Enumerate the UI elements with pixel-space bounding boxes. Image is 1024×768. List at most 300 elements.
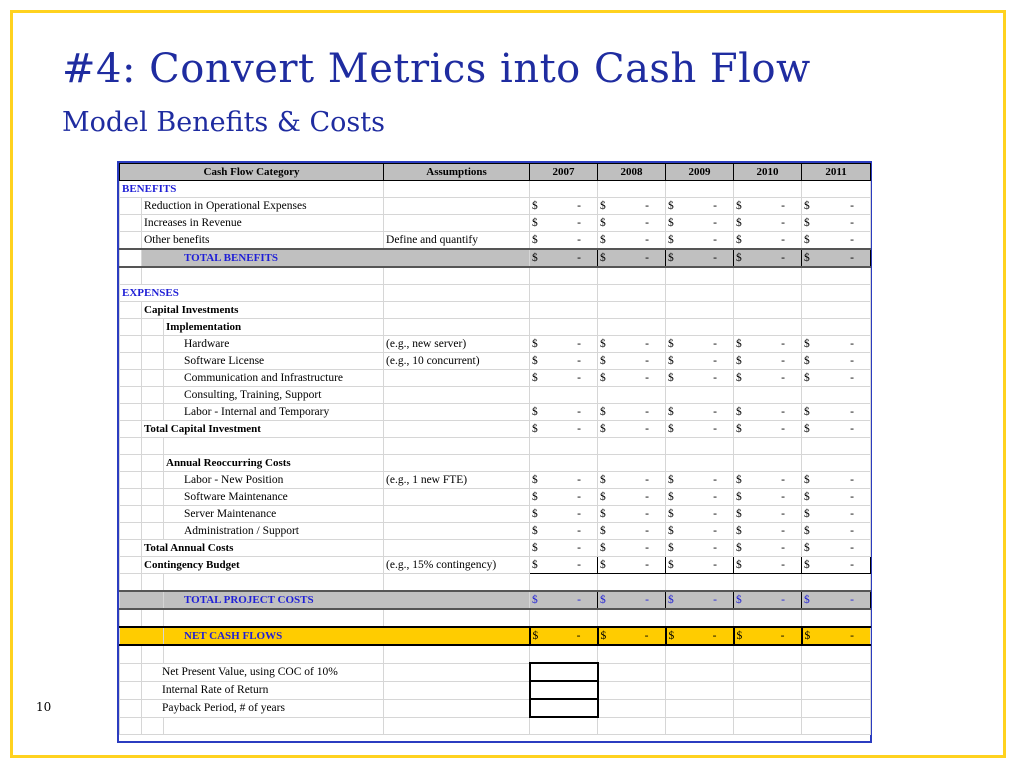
dollar-sign: $ xyxy=(668,355,674,367)
empty-cell xyxy=(734,681,802,699)
empty-cell xyxy=(120,198,142,215)
amount-value: - xyxy=(645,491,650,503)
amount-value: - xyxy=(850,217,855,229)
implementation-label: Software License xyxy=(164,353,384,370)
empty-cell xyxy=(120,404,142,421)
metric-result-box xyxy=(530,681,598,699)
amount-cell xyxy=(734,523,802,540)
dollar-sign: $ xyxy=(736,474,742,486)
dollar-sign: $ xyxy=(600,525,606,537)
dollar-sign: $ xyxy=(804,406,810,418)
amount-cell xyxy=(530,489,598,506)
dollar-sign: $ xyxy=(804,372,810,384)
empty-cell xyxy=(666,319,734,336)
dollar-sign: $ xyxy=(668,525,674,537)
amount-cell xyxy=(598,591,666,609)
empty-cell xyxy=(142,472,164,489)
assumption-cell xyxy=(384,506,530,523)
amount-cell xyxy=(734,627,802,645)
dollar-sign: $ xyxy=(668,542,674,554)
dollar-sign: $ xyxy=(532,594,538,606)
dollar-sign: $ xyxy=(804,491,810,503)
empty-cell xyxy=(666,663,734,681)
amount-value: - xyxy=(781,491,786,503)
empty-cell xyxy=(734,699,802,717)
amount-cell xyxy=(666,591,734,609)
amount-cell xyxy=(666,198,734,215)
annual-costs-heading: Annual Reoccurring Costs xyxy=(164,455,384,472)
empty-cell xyxy=(666,609,734,627)
dollar-sign: $ xyxy=(736,355,742,367)
dollar-sign: $ xyxy=(736,525,742,537)
empty-cell xyxy=(666,717,734,735)
dollar-sign: $ xyxy=(600,406,606,418)
dollar-sign: $ xyxy=(532,491,538,503)
empty-cell xyxy=(384,681,530,699)
amount-value: - xyxy=(577,508,582,520)
amount-cell xyxy=(734,198,802,215)
benefit-row xyxy=(120,198,871,215)
net-cash-flows-row xyxy=(120,627,871,645)
amount-cell xyxy=(530,506,598,523)
amount-cell xyxy=(530,232,598,250)
empty-cell xyxy=(120,249,142,267)
empty-cell xyxy=(530,717,598,735)
empty-cell xyxy=(120,645,142,663)
amount-cell xyxy=(666,472,734,489)
annual-cost-label: Administration / Support xyxy=(164,523,384,540)
blank-row xyxy=(120,645,871,663)
dollar-sign: $ xyxy=(668,474,674,486)
empty-cell xyxy=(666,574,734,592)
empty-cell xyxy=(142,438,164,455)
total-annual-row xyxy=(120,540,871,557)
amount-value: - xyxy=(781,355,786,367)
dollar-sign: $ xyxy=(532,355,538,367)
empty-cell xyxy=(384,267,530,285)
header-year: 2007 xyxy=(530,164,598,181)
amount-cell xyxy=(802,540,871,557)
amount-value: - xyxy=(645,508,650,520)
empty-cell xyxy=(120,215,142,232)
dollar-sign: $ xyxy=(600,200,606,212)
amount-value: - xyxy=(781,525,786,537)
dollar-sign: $ xyxy=(532,217,538,229)
empty-cell xyxy=(142,455,164,472)
amount-cell xyxy=(666,523,734,540)
capital-investments-heading: Capital Investments xyxy=(142,302,384,319)
dollar-sign: $ xyxy=(532,234,538,246)
empty-cell xyxy=(120,557,142,574)
amount-value: - xyxy=(781,252,786,264)
amount-cell xyxy=(734,404,802,421)
empty-cell xyxy=(666,181,734,198)
amount-value: - xyxy=(645,525,650,537)
amount-value: - xyxy=(850,508,855,520)
empty-cell xyxy=(734,574,802,592)
amount-value: - xyxy=(645,406,650,418)
amount-value: - xyxy=(577,338,582,350)
assumption-cell xyxy=(384,489,530,506)
dollar-sign: $ xyxy=(736,423,742,435)
amount-value: - xyxy=(850,355,855,367)
assumption-cell: (e.g., 15% contingency) xyxy=(384,557,530,574)
amount-cell xyxy=(666,353,734,370)
amount-cell xyxy=(802,215,871,232)
implementation-label: Consulting, Training, Support xyxy=(164,387,384,404)
implementation-row xyxy=(120,336,871,353)
amount-cell xyxy=(666,421,734,438)
assumption-cell xyxy=(384,404,530,421)
dollar-sign: $ xyxy=(600,234,606,246)
empty-cell xyxy=(530,319,598,336)
amount-cell xyxy=(530,404,598,421)
empty-cell xyxy=(384,302,530,319)
amount-value: - xyxy=(850,525,855,537)
empty-cell xyxy=(384,663,530,681)
empty-cell xyxy=(384,574,530,592)
amount-value: - xyxy=(713,594,718,606)
dollar-sign: $ xyxy=(532,525,538,537)
dollar-sign: $ xyxy=(804,338,810,350)
empty-cell xyxy=(802,319,871,336)
annual-cost-label: Software Maintenance xyxy=(164,489,384,506)
empty-cell xyxy=(142,506,164,523)
amount-cell xyxy=(530,421,598,438)
amount-cell xyxy=(802,232,871,250)
amount-cell xyxy=(734,336,802,353)
total-capital-label: Total Capital Investment xyxy=(142,421,384,438)
amount-cell xyxy=(598,489,666,506)
header-year: 2010 xyxy=(734,164,802,181)
assumption-cell xyxy=(384,215,530,232)
metric-row xyxy=(120,663,871,681)
amount-value: - xyxy=(645,234,650,246)
amount-value: - xyxy=(577,559,582,571)
empty-cell xyxy=(120,591,164,609)
amount-cell xyxy=(802,523,871,540)
implementation-heading: Implementation xyxy=(164,319,384,336)
slide-number: 10 xyxy=(36,700,52,714)
amount-cell xyxy=(734,472,802,489)
dollar-sign: $ xyxy=(600,559,606,571)
amount-value: - xyxy=(713,355,718,367)
empty-cell xyxy=(142,609,164,627)
annual-row xyxy=(120,523,871,540)
amount-value: - xyxy=(850,234,855,246)
dollar-sign: $ xyxy=(804,474,810,486)
assumption-cell xyxy=(384,198,530,215)
empty-cell xyxy=(120,574,142,592)
metric-row xyxy=(120,699,871,717)
amount-cell xyxy=(598,353,666,370)
empty-cell xyxy=(120,267,142,285)
contingency-label: Contingency Budget xyxy=(142,557,384,574)
empty-cell xyxy=(120,717,142,735)
empty-cell xyxy=(120,421,142,438)
empty-cell xyxy=(802,285,871,302)
empty-cell xyxy=(666,699,734,717)
amount-value: - xyxy=(850,252,855,264)
metric-label: Internal Rate of Return xyxy=(142,681,384,699)
metric-label: Net Present Value, using COC of 10% xyxy=(142,663,384,681)
dollar-sign: $ xyxy=(600,594,606,606)
dollar-sign: $ xyxy=(736,542,742,554)
amount-cell xyxy=(734,215,802,232)
dollar-sign: $ xyxy=(600,474,606,486)
dollar-sign: $ xyxy=(736,491,742,503)
empty-cell xyxy=(802,717,871,735)
empty-cell xyxy=(142,404,164,421)
amount-value: - xyxy=(713,406,718,418)
empty-cell xyxy=(802,302,871,319)
empty-cell xyxy=(164,645,384,663)
dollar-sign: $ xyxy=(532,372,538,384)
amount-value: - xyxy=(713,217,718,229)
amount-cell xyxy=(530,472,598,489)
amount-value: - xyxy=(713,200,718,212)
empty-cell xyxy=(164,717,384,735)
empty-cell xyxy=(384,285,530,302)
empty-cell xyxy=(598,455,666,472)
empty-cell xyxy=(734,717,802,735)
empty-cell xyxy=(734,645,802,663)
dollar-sign: $ xyxy=(668,217,674,229)
amount-value: - xyxy=(850,594,855,606)
amount-value: - xyxy=(850,406,855,418)
amount-cell xyxy=(666,336,734,353)
amount-cell xyxy=(530,591,598,609)
amount-cell xyxy=(802,421,871,438)
empty-cell xyxy=(120,523,142,540)
dollar-sign: $ xyxy=(532,542,538,554)
amount-cell xyxy=(802,557,871,574)
dollar-sign: $ xyxy=(600,338,606,350)
amount-cell xyxy=(734,232,802,250)
amount-value: - xyxy=(781,372,786,384)
amount-cell xyxy=(802,370,871,387)
empty-cell xyxy=(802,574,871,592)
dollar-sign: $ xyxy=(668,559,674,571)
assumption-cell: (e.g., new server) xyxy=(384,336,530,353)
amount-cell xyxy=(530,370,598,387)
amount-cell xyxy=(598,421,666,438)
amount-value: - xyxy=(645,594,650,606)
dollar-sign: $ xyxy=(668,508,674,520)
amount-value: - xyxy=(713,423,718,435)
amount-cell xyxy=(530,198,598,215)
amount-cell xyxy=(666,249,734,267)
amount-value: - xyxy=(781,234,786,246)
amount-cell xyxy=(598,472,666,489)
amount-value: - xyxy=(712,630,717,642)
empty-cell xyxy=(734,319,802,336)
benefit-row xyxy=(120,215,871,232)
amount-cell xyxy=(666,627,734,645)
empty-cell xyxy=(530,302,598,319)
assumption-cell: Define and quantify xyxy=(384,232,530,250)
empty-cell xyxy=(802,181,871,198)
amount-value: - xyxy=(781,508,786,520)
empty-cell xyxy=(120,663,142,681)
empty-cell xyxy=(120,455,142,472)
subheading-row xyxy=(120,319,871,336)
annual-cost-label: Labor - New Position xyxy=(164,472,384,489)
amount-cell xyxy=(598,370,666,387)
implementation-row xyxy=(120,404,871,421)
empty-cell xyxy=(142,370,164,387)
dollar-sign: $ xyxy=(600,542,606,554)
amount-cell xyxy=(598,215,666,232)
subheading-row xyxy=(120,302,871,319)
empty-cell xyxy=(120,609,142,627)
amount-value: - xyxy=(577,252,582,264)
dollar-sign: $ xyxy=(532,559,538,571)
assumption-cell xyxy=(384,523,530,540)
implementation-row xyxy=(120,387,871,404)
amount-cell xyxy=(666,215,734,232)
empty-cell xyxy=(120,302,142,319)
dollar-sign: $ xyxy=(668,491,674,503)
amount-value: - xyxy=(713,508,718,520)
header-year: 2011 xyxy=(802,164,871,181)
dollar-sign: $ xyxy=(804,508,810,520)
amount-value: - xyxy=(713,252,718,264)
amount-cell xyxy=(802,249,871,267)
implementation-label: Hardware xyxy=(164,336,384,353)
dollar-sign: $ xyxy=(668,234,674,246)
empty-cell xyxy=(598,319,666,336)
amount-value: - xyxy=(713,372,718,384)
empty-cell xyxy=(666,267,734,285)
empty-cell xyxy=(164,574,384,592)
empty-cell xyxy=(802,681,871,699)
total-project-label: TOTAL PROJECT COSTS xyxy=(164,591,530,609)
dollar-sign: $ xyxy=(804,355,810,367)
amount-cell xyxy=(598,336,666,353)
total-annual-label: Total Annual Costs xyxy=(142,540,384,557)
empty-cell xyxy=(142,336,164,353)
dollar-sign: $ xyxy=(804,423,810,435)
amount-cell xyxy=(598,232,666,250)
empty-cell xyxy=(598,181,666,198)
amount-cell xyxy=(734,353,802,370)
dollar-sign: $ xyxy=(600,372,606,384)
amount-value: - xyxy=(577,525,582,537)
dollar-sign: $ xyxy=(736,217,742,229)
amount-cell xyxy=(734,540,802,557)
empty-cell xyxy=(142,319,164,336)
net-cash-flows-label: NET CASH FLOWS xyxy=(164,627,530,645)
empty-cell xyxy=(384,645,530,663)
amount-cell xyxy=(598,198,666,215)
amount-cell xyxy=(666,232,734,250)
empty-cell xyxy=(530,267,598,285)
amount-value: - xyxy=(577,423,582,435)
annual-row xyxy=(120,506,871,523)
empty-cell xyxy=(734,609,802,627)
amount-cell xyxy=(598,557,666,574)
empty-cell xyxy=(142,387,164,404)
empty-cell xyxy=(142,717,164,735)
dollar-sign: $ xyxy=(600,630,607,642)
empty-cell xyxy=(384,421,530,438)
dollar-sign: $ xyxy=(736,508,742,520)
dollar-sign: $ xyxy=(804,525,810,537)
empty-cell xyxy=(666,681,734,699)
dollar-sign: $ xyxy=(804,217,810,229)
empty-cell xyxy=(734,267,802,285)
empty-cell xyxy=(164,609,384,627)
amount-value: - xyxy=(577,372,582,384)
empty-cell xyxy=(120,438,142,455)
amount-cell xyxy=(666,557,734,574)
empty-cell xyxy=(802,609,871,627)
dollar-sign: $ xyxy=(600,217,606,229)
amount-value: - xyxy=(577,217,582,229)
amount-value: - xyxy=(577,200,582,212)
amount-value: - xyxy=(577,406,582,418)
empty-cell xyxy=(120,699,142,717)
amount-cell xyxy=(598,540,666,557)
dollar-sign: $ xyxy=(804,234,810,246)
amount-cell xyxy=(734,591,802,609)
dollar-sign: $ xyxy=(532,338,538,350)
assumption-cell: (e.g., 10 concurrent) xyxy=(384,353,530,370)
dollar-sign: $ xyxy=(600,491,606,503)
amount-value: - xyxy=(645,372,650,384)
dollar-sign: $ xyxy=(736,594,742,606)
subheading-row xyxy=(120,455,871,472)
amount-value: - xyxy=(645,338,650,350)
amount-value: - xyxy=(713,474,718,486)
metric-result-box xyxy=(530,663,598,681)
empty-cell xyxy=(734,181,802,198)
amount-value: - xyxy=(850,423,855,435)
empty-cell xyxy=(120,387,142,404)
amount-value: - xyxy=(781,423,786,435)
amount-cell xyxy=(802,336,871,353)
amount-value: - xyxy=(645,200,650,212)
amount-cell xyxy=(598,523,666,540)
amount-cell xyxy=(802,627,871,645)
dollar-sign: $ xyxy=(668,594,674,606)
empty-cell xyxy=(802,699,871,717)
amount-value: - xyxy=(781,594,786,606)
implementation-label: Labor - Internal and Temporary xyxy=(164,404,384,421)
empty-cell xyxy=(666,387,734,404)
dollar-sign: $ xyxy=(532,252,538,264)
dollar-sign: $ xyxy=(600,508,606,520)
empty-cell xyxy=(530,455,598,472)
amount-value: - xyxy=(645,474,650,486)
amount-cell xyxy=(530,523,598,540)
amount-value: - xyxy=(781,559,786,571)
header-category: Cash Flow Category xyxy=(120,164,384,181)
dollar-sign: $ xyxy=(668,338,674,350)
amount-cell xyxy=(802,404,871,421)
empty-cell xyxy=(734,285,802,302)
amount-cell xyxy=(666,404,734,421)
empty-cell xyxy=(530,285,598,302)
implementation-label: Communication and Infrastructure xyxy=(164,370,384,387)
dollar-sign: $ xyxy=(532,406,538,418)
empty-cell xyxy=(384,181,530,198)
empty-cell xyxy=(530,438,598,455)
amount-cell xyxy=(734,370,802,387)
amount-cell xyxy=(598,627,666,645)
dollar-sign: $ xyxy=(804,594,810,606)
